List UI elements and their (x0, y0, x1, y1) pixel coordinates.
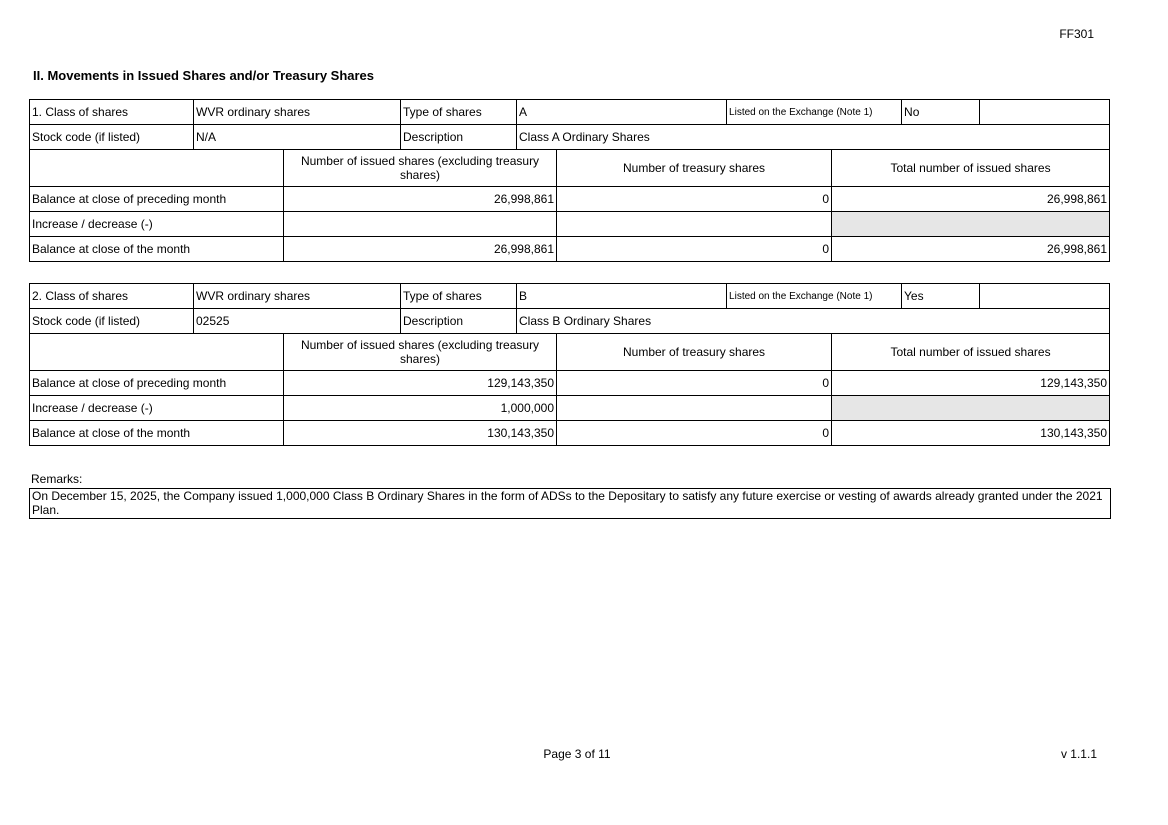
treasury-preceding: 0 (557, 371, 832, 396)
total-change-shaded (832, 396, 1110, 421)
description-label: Description (401, 309, 517, 334)
issued-preceding: 129,143,350 (284, 371, 557, 396)
description-value: Class B Ordinary Shares (517, 309, 1110, 334)
type-of-shares-label: Type of shares (401, 284, 517, 309)
form-code: FF301 (1059, 27, 1094, 41)
blank-cell (980, 284, 1110, 309)
class-of-shares-value: WVR ordinary shares (194, 284, 401, 309)
treasury-change (557, 212, 832, 237)
total-close: 26,998,861 (832, 237, 1110, 262)
treasury-close: 0 (557, 237, 832, 262)
total-preceding: 26,998,861 (832, 187, 1110, 212)
class-row (30, 100, 1110, 125)
stock-code-value: 02525 (194, 309, 401, 334)
class-of-shares-value: WVR ordinary shares (194, 100, 401, 125)
issued-change (284, 212, 557, 237)
issued-close: 26,998,861 (284, 237, 557, 262)
row-label-close: Balance at close of the month (30, 237, 284, 262)
stock-code-row (30, 309, 1110, 334)
header-total-issued: Total number of issued shares (832, 150, 1110, 187)
page-number: Page 3 of 11 (543, 747, 611, 761)
listed-on-exchange-value: No (902, 100, 980, 125)
stock-code-value: N/A (194, 125, 401, 150)
row-label-change: Increase / decrease (-) (30, 212, 284, 237)
table-row (30, 212, 1110, 237)
listed-on-exchange-label: Listed on the Exchange (Note 1) (727, 284, 902, 309)
table-row (30, 371, 1110, 396)
header-issued-shares: Number of issued shares (excluding treasury shares) (284, 150, 557, 187)
table-row (30, 396, 1110, 421)
total-close: 130,143,350 (832, 421, 1110, 446)
header-issued-shares: Number of issued shares (excluding treasury shares) (284, 334, 557, 371)
type-of-shares-label: Type of shares (401, 100, 517, 125)
header-treasury-shares: Number of treasury shares (557, 334, 832, 371)
issued-close: 130,143,350 (284, 421, 557, 446)
total-preceding: 129,143,350 (832, 371, 1110, 396)
class-a-shares-table (29, 99, 1110, 262)
class-of-shares-label: 2. Class of shares (30, 284, 194, 309)
header-blank (30, 150, 284, 187)
version-label: v 1.1.1 (1060, 747, 1097, 761)
listed-on-exchange-value: Yes (902, 284, 980, 309)
issued-preceding: 26,998,861 (284, 187, 557, 212)
treasury-change (557, 396, 832, 421)
treasury-preceding: 0 (557, 187, 832, 212)
table-row (30, 421, 1110, 446)
stock-code-label: Stock code (if listed) (30, 125, 194, 150)
table-row (30, 237, 1110, 262)
row-label-preceding: Balance at close of preceding month (30, 371, 284, 396)
header-treasury-shares: Number of treasury shares (557, 150, 832, 187)
treasury-close: 0 (557, 421, 832, 446)
header-total-issued: Total number of issued shares (832, 334, 1110, 371)
row-label-change: Increase / decrease (-) (30, 396, 284, 421)
total-change-shaded (832, 212, 1110, 237)
remarks-text: On December 15, 2025, the Company issued 1,000,000 Class B Ordinary Shares in the form of ADSs to the Depositary to satisfy any future exercise or vesting of awards already granted under the 2021 Plan. (29, 488, 1111, 519)
blank-cell (980, 100, 1110, 125)
remarks-label: Remarks: (31, 472, 83, 486)
column-header-row (30, 150, 1110, 187)
description-label: Description (401, 125, 517, 150)
type-of-shares-value: B (517, 284, 727, 309)
type-of-shares-value: A (517, 100, 727, 125)
header-blank (30, 334, 284, 371)
listed-on-exchange-label: Listed on the Exchange (Note 1) (727, 100, 902, 125)
section-title: II. Movements in Issued Shares and/or Treasury Shares (33, 68, 375, 83)
column-header-row (30, 334, 1110, 371)
row-label-preceding: Balance at close of preceding month (30, 187, 284, 212)
stock-code-label: Stock code (if listed) (30, 309, 194, 334)
table-row (30, 187, 1110, 212)
class-of-shares-label: 1. Class of shares (30, 100, 194, 125)
description-value: Class A Ordinary Shares (517, 125, 1110, 150)
row-label-close: Balance at close of the month (30, 421, 284, 446)
class-b-shares-table (29, 283, 1110, 446)
issued-change: 1,000,000 (284, 396, 557, 421)
class-row (30, 284, 1110, 309)
stock-code-row (30, 125, 1110, 150)
